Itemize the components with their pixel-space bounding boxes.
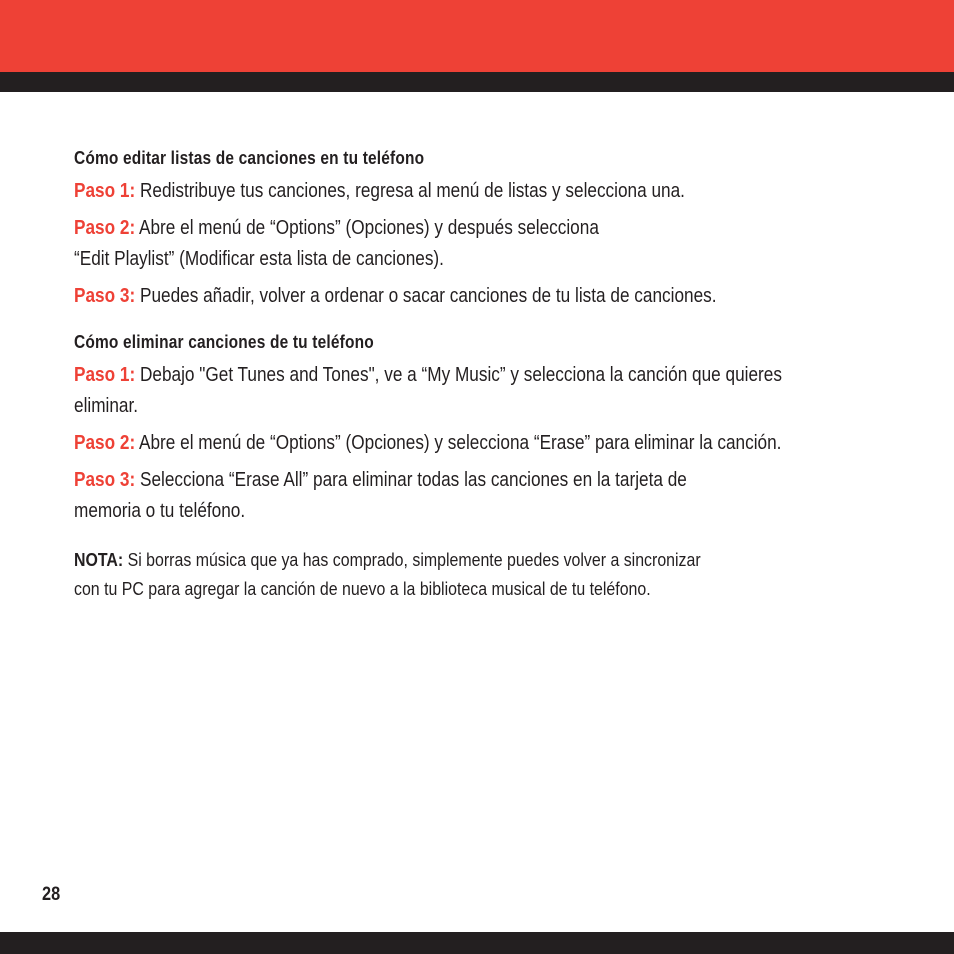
section-heading-edit-playlists: Cómo editar listas de canciones en tu teléfono — [74, 148, 425, 168]
section2-step-3 — [74, 465, 805, 527]
step-label: Paso 1: — [74, 180, 136, 202]
note-text: Si borras música que ya has comprado, simplemente puedes volver a sincronizar — [127, 549, 701, 570]
step-text-continued: “Edit Playlist” (Modificar esta lista de canciones). — [74, 248, 444, 270]
step-text: Debajo "Get Tunes and Tones", ve a “My Music” y selecciona la canción que quieres — [139, 364, 782, 386]
header-red-band — [0, 0, 954, 72]
section2-step-1 — [74, 360, 805, 422]
note-text-continued: con tu PC para agregar la canción de nuevo a la biblioteca musical de tu teléfono. — [74, 578, 651, 599]
footer-dark-band — [0, 932, 954, 954]
step-label: Paso 3: — [74, 469, 136, 491]
step-text: Selecciona “Erase All” para eliminar todas las canciones en la tarjeta de — [139, 469, 687, 491]
step-text-continued: memoria o tu teléfono. — [74, 500, 246, 522]
page-number: 28 — [42, 884, 61, 905]
step-label: Paso 2: — [74, 217, 136, 239]
section1-step-3 — [74, 281, 805, 312]
section2-step-2 — [74, 428, 805, 459]
section1-step-1 — [74, 176, 805, 207]
step-text: Abre el menú de “Options” (Opciones) y después selecciona — [139, 217, 599, 239]
note-label: NOTA: — [74, 549, 124, 570]
step-text-continued: eliminar. — [74, 395, 139, 417]
header-dark-band — [0, 72, 954, 92]
step-label: Paso 2: — [74, 432, 136, 454]
step-label: Paso 1: — [74, 364, 136, 386]
section1-step-2 — [74, 213, 805, 275]
page-content — [74, 146, 924, 603]
section-heading-delete-songs: Cómo eliminar canciones de tu teléfono — [74, 332, 374, 352]
step-label: Paso 3: — [74, 285, 136, 307]
step-text: Redistribuye tus canciones, regresa al menú de listas y selecciona una. — [139, 180, 685, 202]
step-text: Puedes añadir, volver a ordenar o sacar canciones de tu lista de canciones. — [139, 285, 717, 307]
step-text: Abre el menú de “Options” (Opciones) y selecciona “Erase” para eliminar la canción. — [139, 432, 782, 454]
note-paragraph — [74, 545, 805, 603]
